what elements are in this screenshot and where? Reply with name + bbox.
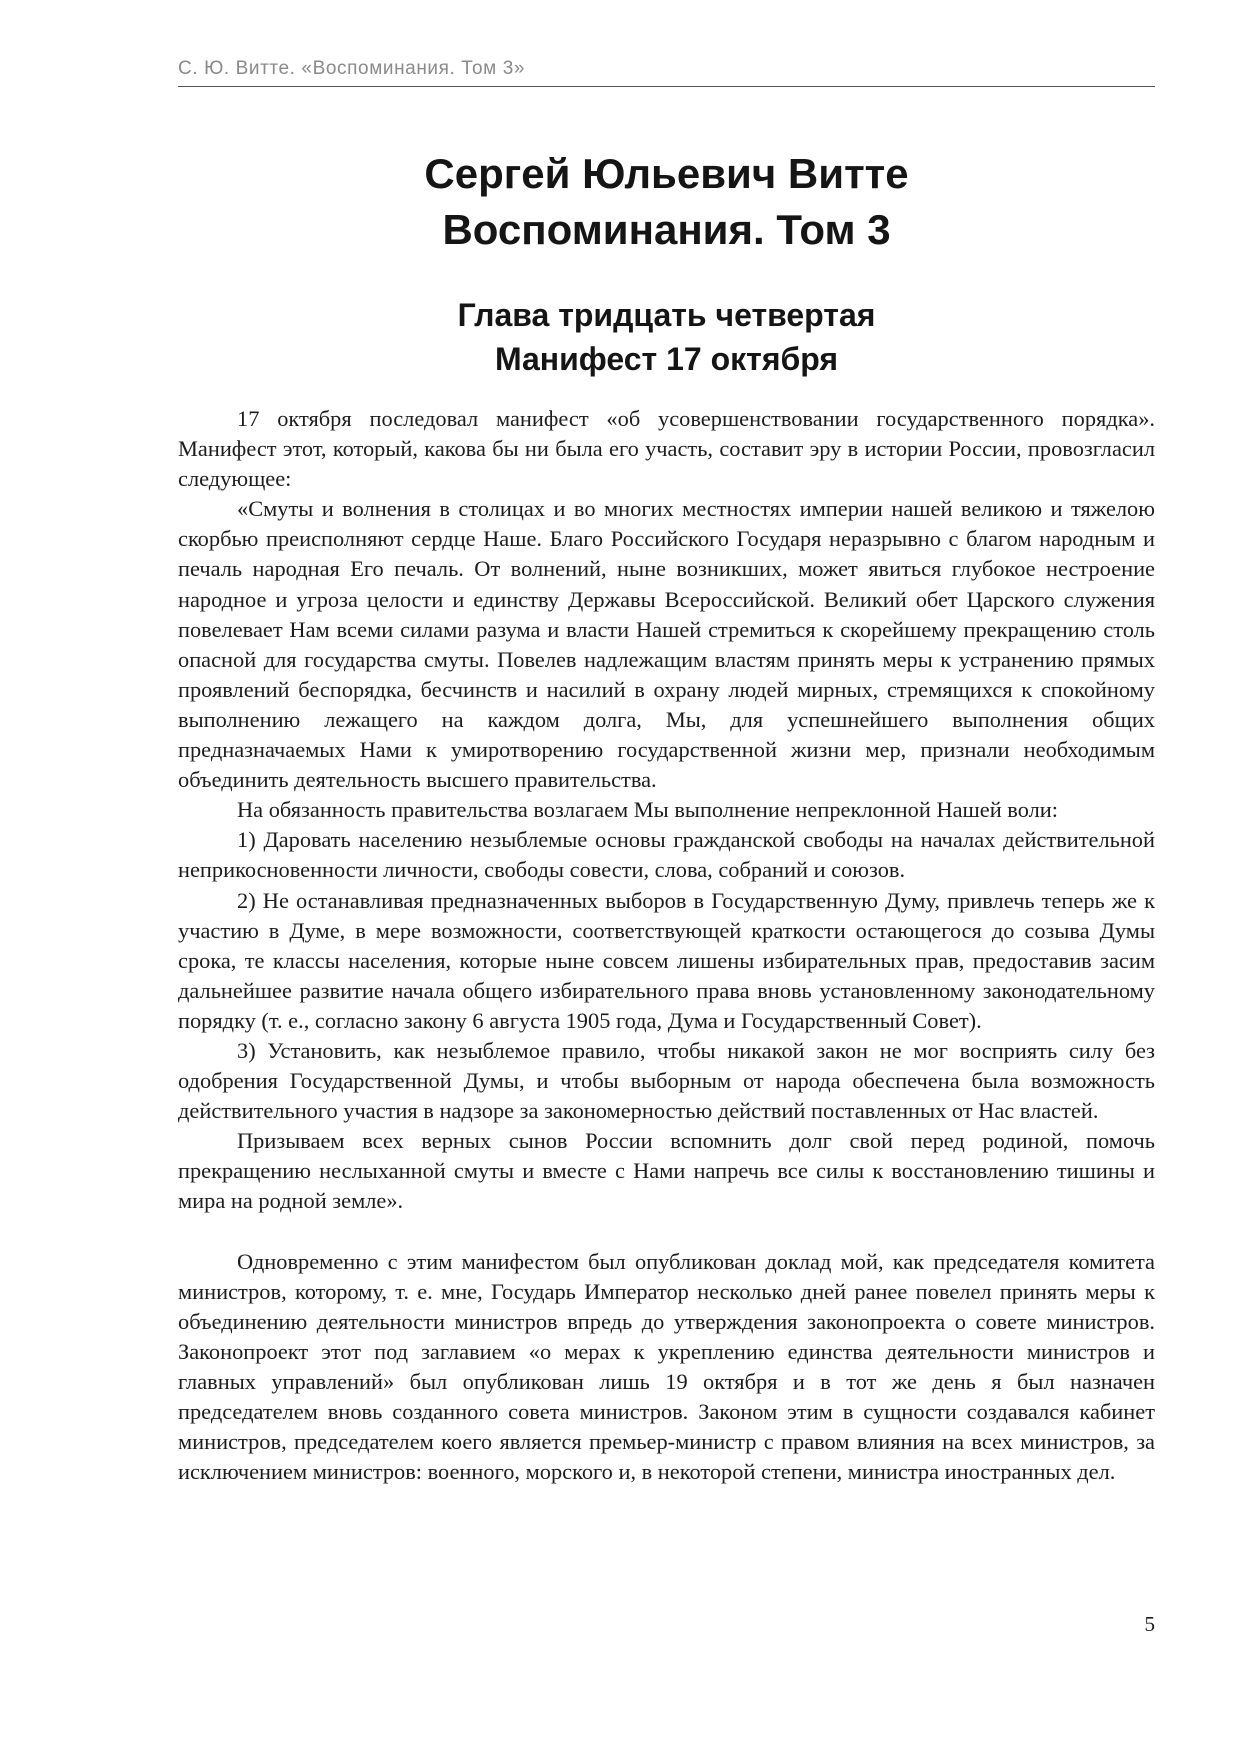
paragraph: 2) Не останавливая предназначенных выборов в Государственную Думу, привлечь теперь же к участию в Думе, в мере возможности, соответствующей краткости остающегося до созыва Думы срока, те классы населения, которые ныне совсем лишены избирательных прав, предоставив засим дальнейшее развитие начала общего избирательного права вновь установленному законодательному порядку (т. е., согласно закону 6 августа 1905 года, Дума и Государственный Совет).: [178, 887, 1155, 1033]
paragraph: На обязанность правительства возлагаем Мы выполнение непреклонной Нашей воли:: [237, 797, 1059, 823]
paragraph: Призываем всех верных сынов России вспомнить долг свой перед родиной, помочь прекращению неслыханной смуты и вместе с Нами напречь все силы к восстановлению тишины и мира на родной земле».: [178, 1128, 1155, 1214]
paragraph: 3) Установить, как незыблемое правило, чтобы никакой закон не мог восприять силу без одобрения Государственной Думы, и чтобы выборным от народа обеспечена была возможность действительного участия в надзоре за закономерностью действий поставленных от Нас властей.: [178, 1037, 1155, 1124]
book-title-line1: Сергей Юльевич Витте: [424, 150, 909, 197]
paragraph: Одновременно с этим манифестом был опубликован доклад мой, как председателя комитета министров, которому, т. е. мне, Государь Император несколько дней ранее повелел принять меры к объединению деятельности министров впредь до утверждения законопроекта о совете министров. Законопроект этот под заглавием «о мерах к укреплению единства деятельности министров и главных управлений» был опубликован лишь 19 октября и в тот же день я был назначен председателем вновь созданного совета министров. Законом этим в сущности создавался кабинет министров, председателем коего является премьер-министр с правом влияния на всех министров, за исключением министров: военного, морского и, в некоторой степени, министра иностранных дел.: [178, 1248, 1155, 1485]
book-title: [178, 146, 1155, 258]
page-number: 5: [1144, 1612, 1155, 1636]
book-title-line2: Воспоминания. Том 3: [442, 206, 891, 253]
chapter-title-line1: Глава тридцать четвертая: [457, 297, 876, 333]
chapter-title-line2: Манифест 17 октября: [494, 341, 839, 377]
chapter-title: [178, 293, 1155, 381]
running-header: [178, 55, 1155, 87]
title-block: [178, 146, 1155, 381]
running-header-title: С. Ю. Витте. «Воспоминания. Том 3»: [178, 58, 526, 79]
paragraph: 17 октября последовал манифест «об усовершенствовании государственного порядка». Манифест этот, который, какова бы ни была его участь, составит эру в истории России, провозгласил следующее:: [178, 406, 1155, 492]
body-text: [178, 404, 1155, 1487]
paragraph: «Смуты и волнения в столицах и во многих местностях империи нашей великою и тяжелою скорбью преисполняют сердце Наше. Благо Российского Государя неразрывно с благом народным и печаль народная Его печаль. От волнений, ныне возникших, может явиться глубокое нестроение народное и угроза целости и единству Державы Всероссийской. Великий обет Царского служения повелевает Нам всеми силами разума и власти Нашей стремиться к скорейшему прекращению столь опасной для государства смуты. Повелев надлежащим властям принять меры к устранению прямых проявлений беспорядка, бесчинств и насилий в охрану людей мирных, стремящихся к спокойному выполнению лежащего на каждом долга, Мы, для успешнейшего выполнения общих предназначаемых Нами к умиротворению государственной жизни мер, признали необходимым объединить деятельность высшего правительства.: [178, 496, 1155, 793]
paragraph: 1) Даровать населению незыблемые основы гражданской свободы на началах действительной неприкосновенности личности, свободы совести, слова, собраний и союзов.: [178, 827, 1155, 883]
